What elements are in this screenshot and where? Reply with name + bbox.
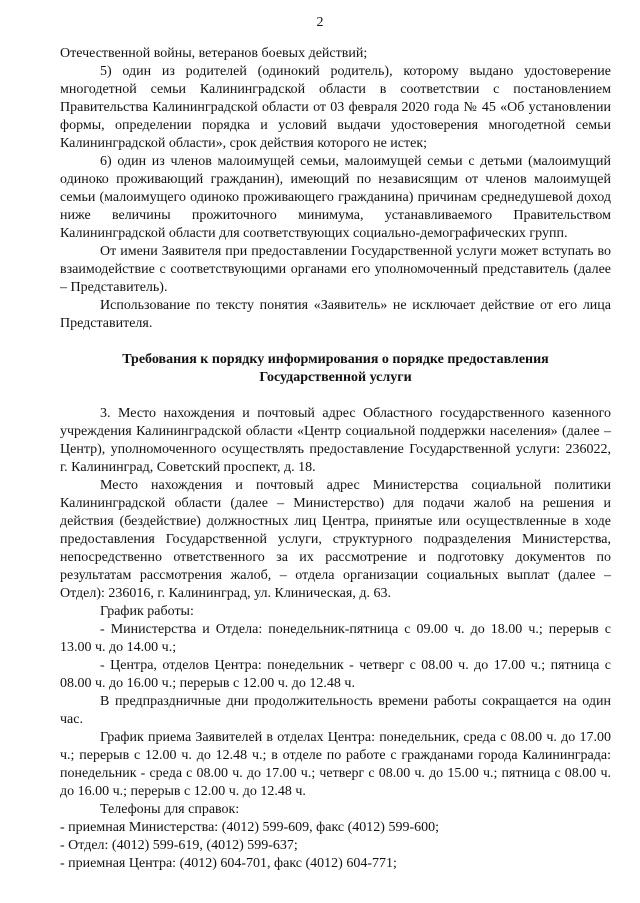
paragraph-schedule-ministry: - Министерства и Отдела: понедельник-пятница с 09.00 ч. до 18.00 ч.; перерыв с 13.00 ч. до 14.00 ч.; [60,622,611,655]
paragraph-schedule-title: График работы: [100,604,194,619]
paragraph-representative: От имени Заявителя при предоставлении Государственной услуги может вступать во взаимодействие с соответствующими органами его уполномоченный представитель (далее – Представитель). [60,244,611,295]
paragraph-item-6: 6) один из членов малоимущей семьи, малоимущей семьи с детьми (малоимущий одиноко проживающий гражданин), имеющий по независящим от членов малоимущей семьи (малоимущего одиноко проживающего гражданина) причинам среднедушевой доход ниже величины прожиточного минимума, устанавливаемого Правительством Калининградской области для соответствующих социально-демографических групп. [60,154,611,241]
paragraph-reception-schedule: График приема Заявителей в отделах Центра: понедельник, среда с 08.00 ч. до 17.00 ч.; перерыв с 12.00 ч. до 12.48 ч.; в отделе по работе с гражданами города Калининграда: понедельник - среда с 08.00 ч. до 17.00 ч.; четверг с 08.00 ч. до 15.00 ч.; пятница с 08.00 ч. до 16.00 ч.; перерыв с 12.00 ч. до 12.48 ч. [60,730,611,799]
paragraph-phones-title: Телефоны для справок: [100,802,240,817]
paragraph-continuation: Отечественной войны, ветеранов боевых действий; [60,46,368,61]
paragraph-ministry-address: Место нахождения и почтовый адрес Министерства социальной политики Калининградской области (далее – Министерство) для подачи жалоб на решения и действия (бездействие) должностных лиц Центра, принятые или осуществленные в ходе предоставления Государственной услуги, структурного подразделения Министерства, непосредственно ответственного за их рассмотрение и подготовку документов по результатам рассмотрения жалоб, – отдела организации социальных выплат (далее – Отдел): 236016, г. Калининград, ул. Клиническая, д. 63. [60,478,611,601]
document-body [60,45,611,873]
phone-line-department: - Отдел: (4012) 599-619, (4012) 599-637; [60,838,298,853]
phone-line-ministry: - приемная Министерства: (4012) 599-609, факс (4012) 599-600; [60,820,440,835]
paragraph-applicant-usage: Использование по тексту понятия «Заявитель» не исключает действие от его лица Представителя. [60,298,611,331]
paragraph-pre-holiday: В предпраздничные дни продолжительность времени работы сокращается на один час. [60,694,611,727]
page-number: 2 [316,15,324,30]
paragraph-schedule-center: - Центра, отделов Центра: понедельник - четверг с 08.00 ч. до 17.00 ч.; пятница с 08.00 ч. до 16.00 ч.; перерыв с 12.00 ч. до 12.48 ч. [60,658,611,691]
section-heading: Требования к порядку информирования о порядке предоставления Государственной услуги [122,352,549,385]
paragraph-center-address: 3. Место нахождения и почтовый адрес Областного государственного казенного учреждения Калининградской области «Центр социальной поддержки населения» (далее – Центр), уполномоченного осуществлять предоставление Государственной услуги: 236022, г. Калининград, Советский проспект, д. 18. [60,406,611,475]
phone-line-center: - приемная Центра: (4012) 604-701, факс (4012) 604-771; [60,856,397,871]
paragraph-item-5: 5) один из родителей (одинокий родитель), которому выдано удостоверение многодетной семьи Калининградской области в соответствии с постановлением Правительства Калининградской области от 03 февраля 2020 года № 45 «Об установлении формы, определении порядка и условий выдачи удостоверения многодетной семьи Калининградской области», срок действия которого не истек; [60,64,611,151]
